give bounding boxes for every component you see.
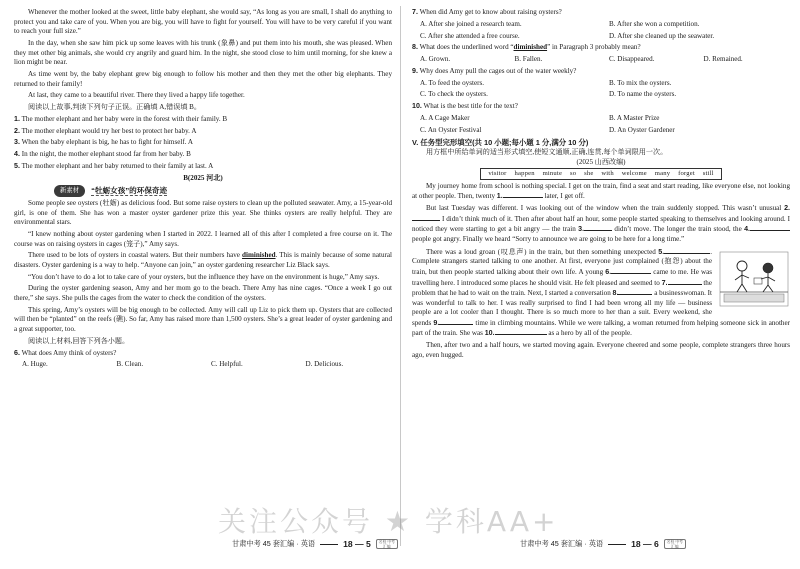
option: A. After she joined a research team. xyxy=(420,19,522,28)
underlined-word: diminished xyxy=(242,251,276,260)
option: B. After she won a competition. xyxy=(609,19,700,28)
instruction: 用方框中所给单词的适当形式填空,使短文通顺,正确,连贯,每个单词限用一次。 xyxy=(426,148,668,156)
answer-blank[interactable] xyxy=(584,224,612,231)
option: C. After she attended a free course. xyxy=(420,31,520,40)
column-divider xyxy=(400,6,401,546)
instruction: 阅读以上故事,判读下列句子正误。正确填 A,错误填 B。 xyxy=(28,103,202,112)
question: 9. Why does Amy pull the cages out of the water weekly? xyxy=(412,66,577,75)
question: 7. When did Amy get to know about raising oysters? xyxy=(412,8,562,16)
topic-tag: 新素材 xyxy=(54,185,85,197)
option: C. Disappeared. xyxy=(609,55,655,64)
train-passengers-illustration xyxy=(718,248,790,310)
paragraph: Some people see oysters (牡蛎) as delicious food. But some raise oysters to clean up the polluted seawater. Amy, a 15-year-old girl, is one of them. She has won a master oyster gardener prize this year. She thinks oysters are really helpful. They are environmental stars. xyxy=(14,198,392,227)
word-item: welcome xyxy=(621,170,647,178)
option: A. To feed the oysters. xyxy=(420,78,484,87)
option: D. Remained. xyxy=(703,55,743,64)
word-item: many xyxy=(654,170,671,178)
paragraph: My journey home from school is nothing special. I get on the train, find a seat and start reading, like everyone else, not looking at other people. Then, twenty 1. later, I get off. xyxy=(412,181,790,201)
question: 10. What is the best title for the text? xyxy=(412,102,518,111)
answer-blank[interactable] xyxy=(618,288,652,295)
option: C. To check the oysters. xyxy=(420,90,488,99)
right-column xyxy=(412,8,790,360)
question-options xyxy=(412,79,790,100)
option: D. Delicious. xyxy=(305,360,344,369)
paragraph: In the day, when she saw him pick up some leaves with his trunk (象鼻) and put them into his mouth, she was pleased. When they met other big animals, she would cry angrily and guard him. In the night, she stood close to him until morning, for she knew a lion might be near. xyxy=(14,38,392,67)
footer-left xyxy=(232,539,398,549)
watermark: 关注公众号 ★ 学科AA+ xyxy=(218,505,559,538)
word-bank xyxy=(412,168,790,180)
option: C. An Oyster Festival xyxy=(420,125,482,134)
paragraph: As time went by, the baby elephant grew big enough to follow his mother and then they met the other big elephants. They returned to their family! xyxy=(14,69,392,88)
list-item: 3. When the baby elephant is big, he has to fight for himself. A xyxy=(14,138,193,147)
option: D. After she cleaned up the seawater. xyxy=(609,31,715,40)
option: B. Clean. xyxy=(116,360,144,369)
topic-title: “牡蛎女孩”的环保奇迹 xyxy=(91,185,168,195)
option: B. To mix the oysters. xyxy=(609,78,672,87)
option: D. An Oyster Gardener xyxy=(609,125,675,134)
word-item: forget xyxy=(678,170,695,178)
word-item: so xyxy=(569,170,577,178)
word-box xyxy=(480,168,721,180)
paragraph: During the oyster gardening season, Amy and her mom go to the beach. There Amy has nine cages. “Once a week I go out there,” she says. She pulls the cages from the water to check the condition of the oysters. xyxy=(14,284,392,303)
answer-blank[interactable] xyxy=(503,191,543,198)
footer-right xyxy=(520,539,686,549)
true-false-list xyxy=(14,115,392,172)
paragraph: “You don’t have to do a lot to take care of your oysters, but the influence they have on the environment is huge,” Amy says. xyxy=(28,272,380,281)
footer-title: 甘肃中考 45 套汇编 · 英语 xyxy=(232,539,316,548)
left-column xyxy=(14,8,392,370)
paragraph: Then, after two and a half hours, we started moving again. Everyone cheered and some people, complete strangers three hours ago, even hugged. xyxy=(412,341,790,359)
footer-rule xyxy=(608,544,626,545)
option: B. Fallen. xyxy=(514,55,543,64)
question: 6. What does Amy think of oysters? xyxy=(14,348,117,357)
paragraph: There was a loud groan (叹息声) in the train, but then something unexpected 5. . Complete strangers started talking to one another. At first, everyone just complained (抱怨) about the train, but then people started talking about their own life. A young 6. came to me. He was travelling here. I introduced some places he should visit. He felt pleased and seemed to 7. the problem that he had to wait on the train. Next, I started a conversation 8. a businesswoman. It was wonderful to talk to her. I was really surprised to find I had been wrong all my life — business people are a lot cooler than I thought. There is so much more to her than a suit. Every weekend, she spends 9. time in climbing mountains. While we were talking, a woman returned from helping someone sick in another part of the train. She was 10. as a hero by all of the people. xyxy=(412,247,790,338)
question: 8. What does the underlined word “diminished” in Paragraph 3 probably mean? xyxy=(412,43,641,52)
option: A. Grown. xyxy=(420,55,451,64)
footer-rule xyxy=(320,544,338,545)
publisher-stamp: 名校 中考 汇编 xyxy=(664,539,686,549)
paragraph: This spring, Amy’s oysters will be big enough to be collected. Amy will call up Liz to pick them up. Oysters that are collected will then be “planted” on the reefs (礁). So far, Amy has raised more than 1,500 oysters. She’s a great leader of oyster gardening and a great supporter, too. xyxy=(14,305,392,334)
story-block xyxy=(412,247,790,339)
answer-blank[interactable] xyxy=(495,328,547,335)
word-item: still xyxy=(702,170,714,178)
section-heading: V. 任务型完形填空(共 10 小题;每小题 1 分,满分 10 分) xyxy=(412,138,589,148)
paragraph: At last, they came to a beautiful river. There they lived a happy life together. xyxy=(28,91,245,100)
question-options xyxy=(412,20,790,41)
answer-blank[interactable] xyxy=(439,318,473,325)
option: A. A Cage Maker xyxy=(420,114,470,123)
page-number: 18 — 5 xyxy=(343,539,371,549)
option: A. Huge. xyxy=(22,360,48,369)
question-options xyxy=(14,360,392,370)
instruction: 阅读以上材料,回答下列各小题。 xyxy=(28,336,130,345)
section-heading: B(2025 河北) xyxy=(183,173,223,182)
word-item: happen xyxy=(514,170,535,178)
answer-blank[interactable] xyxy=(668,278,702,285)
list-item: 4. In the night, the mother elephant stood far from her baby. B xyxy=(14,150,191,159)
question-options xyxy=(412,55,790,65)
option: D. To name the oysters. xyxy=(609,90,677,99)
paragraph: Whenever the mother looked at the sweet, little baby elephant, she would say, “As long as you are small, I shall do anything to protect you and take care of you. When you are big, you will have to fight for yourself. You will have to be very careful if you want to reach your full size.” xyxy=(14,8,392,36)
paragraph: “I knew nothing about oyster gardening when I started in 2022. I learned all of this after I completed a free course on it. The course was on raising oysters in cages (笼子),” Amy says. xyxy=(14,229,392,248)
word-item: with xyxy=(601,170,614,178)
underlined-word: diminished xyxy=(513,43,548,52)
footer-title: 甘肃中考 45 套汇编 · 英语 xyxy=(520,539,604,548)
option: B. A Master Prize xyxy=(609,114,660,123)
answer-blank[interactable] xyxy=(664,247,710,254)
paragraph: But last Tuesday was different. I was looking out of the window when the train suddenly stopped. This wasn’t unusual 2. I didn’t think much of it. Then after about half an hour, some people started speaking to themselves and looking around. I noticed they were starting to get a bit angry — the train 3. didn’t move. The longer the train stood, the 4. people got angry. Finally we heard “Sorry to announce we are going to be here for a long time.” xyxy=(412,204,790,243)
option: C. Helpful. xyxy=(211,360,243,369)
question-options xyxy=(412,114,790,135)
source-note: (2025 山西改编) xyxy=(576,157,626,166)
topic-banner xyxy=(54,185,392,197)
word-item: visitor xyxy=(488,170,507,178)
answer-blank[interactable] xyxy=(412,214,440,221)
answer-blank[interactable] xyxy=(750,224,790,231)
answer-blank[interactable] xyxy=(611,267,651,274)
list-item: 2. The mother elephant would try her best to protect her baby. A xyxy=(14,126,197,135)
list-item: 5. The mother elephant and her baby returned to their family at last. A xyxy=(14,162,214,170)
word-item: she xyxy=(584,170,594,178)
paragraph: There used to be lots of oysters in coastal waters. But their numbers have diminished. This is mainly because of some natural disasters. Oyster gardening is a way to help. “Anyone can join,” an oyster gardening researcher Liz Black says. xyxy=(14,251,392,269)
word-item: minute xyxy=(542,170,563,178)
publisher-stamp: 名校 中考 汇编 xyxy=(376,539,398,549)
list-item: 1. The mother elephant and her baby were in the forest with their family. B xyxy=(14,114,228,123)
page-number: 18 — 6 xyxy=(631,539,659,549)
